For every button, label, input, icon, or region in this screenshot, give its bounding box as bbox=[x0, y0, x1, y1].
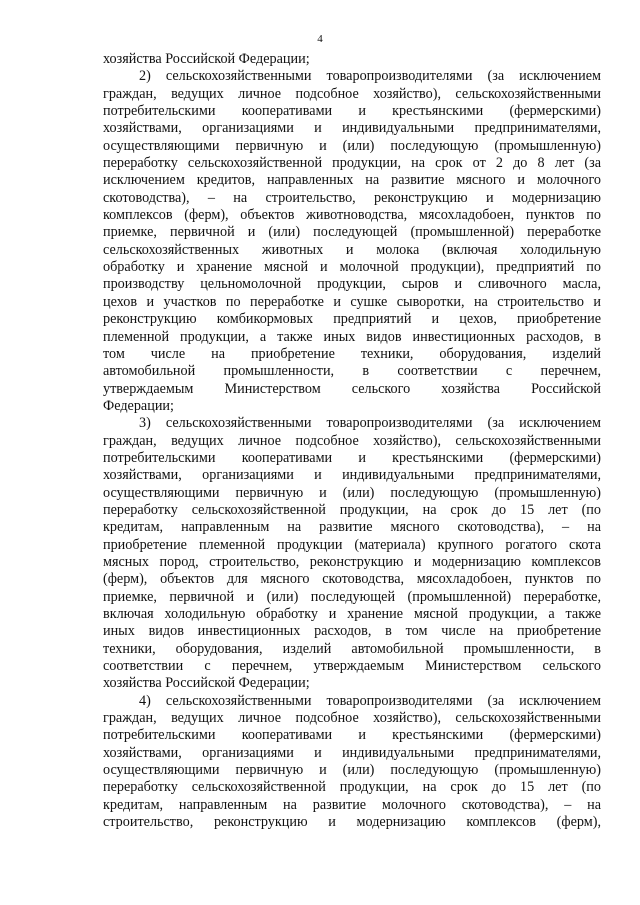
text-line: иных видов инвестиционных расходов, в том числе на приобретение bbox=[103, 623, 601, 640]
text-line: переработку сельскохозяйственной продукции, на срок от 2 до 8 лет (за bbox=[103, 155, 601, 172]
text-line: хозяйствами, организациями и индивидуальными предпринимателями, bbox=[103, 120, 601, 137]
text-line: 2) сельскохозяйственными товаропроизводителями (за исключением bbox=[139, 68, 601, 85]
text-line: техники, оборудования, изделий автомобильной промышленности, в bbox=[103, 640, 601, 657]
text-line: племенной продукции, а также иных видов инвестиционных расходов, в bbox=[103, 328, 601, 345]
text-line: хозяйствами, организациями и индивидуальными предпринимателями, bbox=[103, 744, 601, 761]
text-line: (ферм), объектов для мясного скотоводства, мясохладобоен, пунктов по bbox=[103, 571, 601, 588]
text-line: мясных пород, строительство, реконструкцию и модернизацию комплексов bbox=[103, 553, 601, 570]
text-line: том числе на приобретение техники, оборудования, изделий bbox=[103, 345, 601, 362]
text-line: граждан, ведущих личное подсобное хозяйство), сельскохозяйственными bbox=[103, 432, 601, 449]
text-line: граждан, ведущих личное подсобное хозяйство), сельскохозяйственными bbox=[103, 710, 601, 727]
text-line: граждан, ведущих личное подсобное хозяйство), сельскохозяйственными bbox=[103, 85, 601, 102]
text-line: осуществляющими первичную и (или) последующую (промышленную) bbox=[103, 762, 601, 779]
text-line: обработку и хранение мясной и молочной продукции), предприятий по bbox=[103, 259, 601, 276]
text-line: цехов и участков по переработке и сушке сыворотки, на строительство и bbox=[103, 293, 601, 310]
text-line: строительство, реконструкцию и модернизацию комплексов (ферм), bbox=[103, 814, 601, 831]
text-line: кредитам, направленным на развитие мясного скотоводства), – на bbox=[103, 519, 601, 536]
text-line: Федерации; bbox=[103, 397, 174, 414]
page-number: 4 bbox=[317, 33, 323, 45]
text-line: приобретение племенной продукции (материала) крупного рогатого скота bbox=[103, 536, 601, 553]
text-line: скотоводства), – на строительство, реконструкцию и модернизацию bbox=[103, 189, 601, 206]
text-line: хозяйства Российской Федерации; bbox=[103, 675, 310, 692]
text-line: приемке, первичной и (или) последующей (промышленной) переработке bbox=[103, 224, 601, 241]
text-line: хозяйства Российской Федерации; bbox=[103, 51, 310, 67]
text-line: комплексов (ферм), объектов животноводства, мясохладобоен, пунктов по bbox=[103, 207, 601, 224]
text-line: сельскохозяйственных животных и молока (включая холодильную bbox=[103, 241, 601, 258]
text-line: автомобильной промышленности, в соответствии с перечнем, bbox=[103, 363, 601, 380]
text-line: реконструкцию комбикормовых предприятий и цехов, приобретение bbox=[103, 311, 601, 328]
text-line: переработку сельскохозяйственной продукции, на срок до 15 лет (по bbox=[103, 779, 601, 796]
text-line: потребительскими кооперативами и крестьянскими (фермерскими) bbox=[103, 727, 601, 744]
text-line: производству цельномолочной продукции, сыров и сливочного масла, bbox=[103, 276, 601, 293]
document-body bbox=[103, 51, 601, 831]
text-line: исключением кредитов, направленных на развитие мясного и молочного bbox=[103, 172, 601, 189]
text-line: соответствии с перечнем, утверждаемым Министерством сельского bbox=[103, 658, 601, 675]
text-line: осуществляющими первичную и (или) последующую (промышленную) bbox=[103, 484, 601, 501]
text-line: утверждаемым Министерством сельского хозяйства Российской bbox=[103, 380, 601, 397]
text-line: включая холодильную обработку и хранение мясной продукции, а также bbox=[103, 606, 601, 622]
text-line: осуществляющими первичную и (или) последующую (промышленную) bbox=[103, 137, 601, 154]
text-line: хозяйствами, организациями и индивидуальными предпринимателями, bbox=[103, 467, 601, 484]
text-line: 4) сельскохозяйственными товаропроизводителями (за исключением bbox=[139, 692, 601, 709]
text-line: потребительскими кооперативами и крестьянскими (фермерскими) bbox=[103, 103, 601, 120]
text-line: потребительскими кооперативами и крестьянскими (фермерскими) bbox=[103, 449, 601, 466]
text-line: 3) сельскохозяйственными товаропроизводителями (за исключением bbox=[139, 415, 601, 432]
text-line: кредитам, направленным на развитие молочного скотоводства), – на bbox=[103, 796, 601, 813]
text-line: переработку сельскохозяйственной продукции, на срок до 15 лет (по bbox=[103, 501, 601, 518]
text-line: приемке, первичной и (или) последующей (промышленной) переработке, bbox=[103, 588, 601, 605]
